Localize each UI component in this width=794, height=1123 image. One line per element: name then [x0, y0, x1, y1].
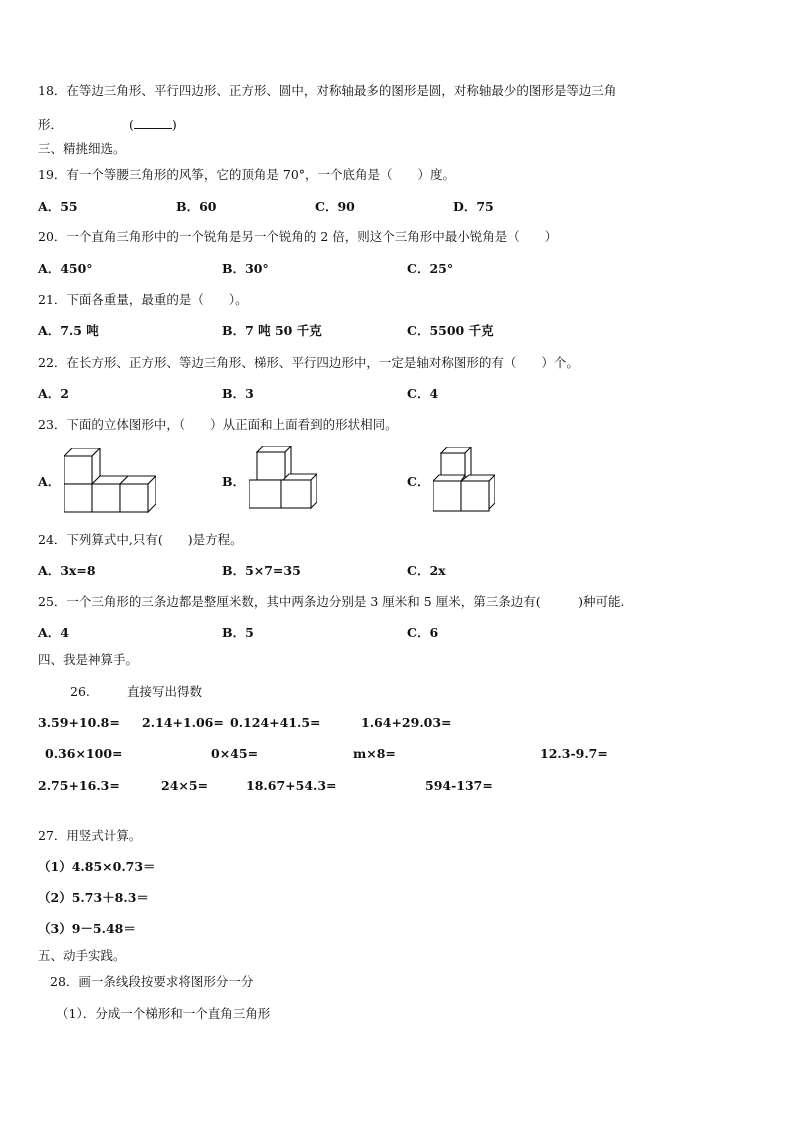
q24-option-c[interactable]: C．2x — [407, 563, 446, 578]
q18-line2-prefix: 形． — [38, 117, 64, 132]
q27-item-2: （2）5.73＋8.3＝ — [38, 890, 149, 905]
q26-r3-c1: 2.75+16.3= — [38, 778, 120, 793]
q26-number: 26. — [70, 684, 90, 699]
q20-option-c[interactable]: C．25° — [407, 261, 454, 276]
q23-stem: 23．下面的立体图形中，（ ）从正面和上面看到的形状相同。 — [38, 417, 398, 432]
q19-option-d[interactable]: D．75 — [453, 199, 494, 214]
q18-answer-blank[interactable] — [134, 116, 172, 129]
q20-option-a[interactable]: A．450° — [38, 261, 93, 276]
section5-heading: 五、动手实践。 — [38, 948, 126, 963]
q21-option-c[interactable]: C．5500 千克 — [407, 323, 494, 338]
cube-stack-a-icon — [64, 448, 156, 514]
q27-item-1: （1）4.85×0.73＝ — [38, 859, 156, 874]
q26-r1-c4: 1.64+29.03= — [361, 715, 452, 730]
cube-stack-c-icon — [433, 447, 495, 513]
q22-stem: 22．在长方形、正方形、等边三角形、梯形、平行四边形中，一定是轴对称图形的有（ ）个。 — [38, 355, 579, 370]
q26-r2-c1: 0.36×100= — [45, 746, 123, 761]
q22-option-b[interactable]: B．3 — [222, 386, 254, 401]
q23-option-b[interactable]: B． — [222, 474, 246, 489]
q19-option-c[interactable]: C．90 — [315, 199, 355, 214]
q19-option-a[interactable]: A．55 — [38, 199, 78, 214]
q20-option-b[interactable]: B．30° — [222, 261, 269, 276]
q23-figure-b — [249, 446, 317, 512]
q19-option-b[interactable]: B．60 — [176, 199, 217, 214]
q26-r2-c3: m×8= — [353, 746, 396, 761]
q18-paren-close: ) — [171, 117, 177, 132]
q26-r1-c3: 0.124+41.5= — [230, 715, 321, 730]
q18-paren-open: ( — [129, 117, 134, 132]
q21-option-a[interactable]: A．7.5 吨 — [38, 323, 99, 338]
cube-stack-b-icon — [249, 446, 317, 512]
q28-sub1: （1）．分成一个梯形和一个直角三角形 — [56, 1006, 271, 1021]
q28-stem: 28．画一条线段按要求将图形分一分 — [50, 974, 254, 989]
q25-option-c[interactable]: C．6 — [407, 625, 439, 640]
q26-r3-c2: 24×5= — [161, 778, 209, 793]
q26-r1-c1: 3.59+10.8= — [38, 715, 120, 730]
q26-r1-c2: 2.14+1.06= — [142, 715, 224, 730]
q23-figure-a — [64, 448, 156, 514]
q25-option-a[interactable]: A．4 — [38, 625, 69, 640]
q22-option-a[interactable]: A．2 — [38, 386, 69, 401]
q26-r2-c2: 0×45= — [211, 746, 259, 761]
q24-stem: 24．下列算式中,只有( )是方程。 — [38, 532, 243, 547]
q26-title: 直接写出得数 — [127, 684, 203, 699]
q26-r3-c4: 594-137= — [425, 778, 493, 793]
q22-option-c[interactable]: C．4 — [407, 386, 439, 401]
q27-item-3: （3）9－5.48＝ — [38, 921, 136, 936]
q18-line1: 18．在等边三角形、平行四边形、正方形、圆中，对称轴最多的图形是圆，对称轴最少的图形是等边三角 — [38, 83, 617, 98]
q27-stem: 27．用竖式计算。 — [38, 828, 142, 843]
q23-option-a[interactable]: A． — [38, 474, 61, 489]
q25-option-b[interactable]: B．5 — [222, 625, 254, 640]
q20-stem: 20．一个直角三角形中的一个锐角是另一个锐角的 2 倍，则这个三角形中最小锐角是（ ） — [38, 229, 558, 244]
q26-r2-c4: 12.3-9.7= — [540, 746, 608, 761]
q21-option-b[interactable]: B．7 吨 50 千克 — [222, 323, 322, 338]
q23-figure-c — [433, 447, 495, 513]
q18-line2 — [38, 116, 177, 133]
section3-heading: 三、精挑细选。 — [38, 141, 126, 156]
q19-stem: 19．有一个等腰三角形的风筝，它的顶角是 70°，一个底角是（ ）度。 — [38, 167, 456, 182]
q26-r3-c3: 18.67+54.3= — [246, 778, 337, 793]
q24-option-a[interactable]: A．3x=8 — [38, 563, 96, 578]
section4-heading: 四、我是神算手。 — [38, 652, 139, 667]
q21-stem: 21．下面各重量，最重的是（ ）。 — [38, 292, 248, 307]
q23-option-c[interactable]: C． — [407, 474, 430, 489]
q24-option-b[interactable]: B．5×7=35 — [222, 563, 301, 578]
q25-stem: 25．一个三角形的三条边都是整厘米数，其中两条边分别是 3 厘米和 5 厘米，第三条边有( )种可能. — [38, 594, 625, 609]
